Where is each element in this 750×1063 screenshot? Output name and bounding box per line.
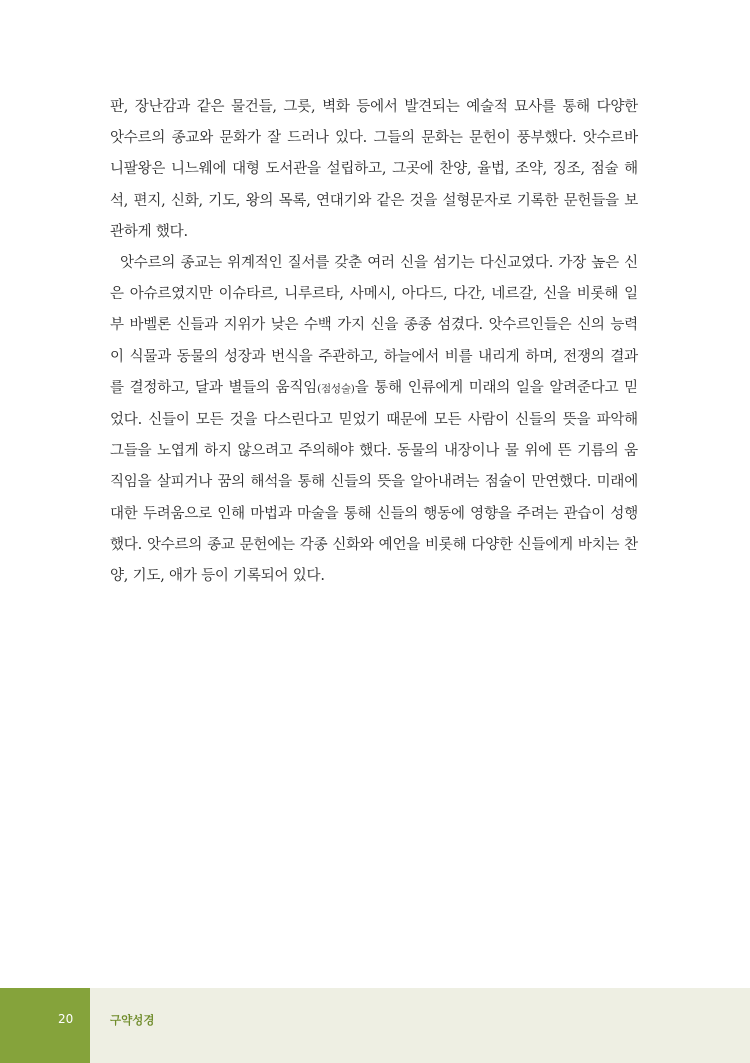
body-text [110,92,638,592]
text-line: 석, 편지, 신화, 기도, 왕의 목록, 연대기와 같은 것을 설형문자로 기록한 문헌들을 보 [110,192,638,209]
text-line [110,373,638,405]
text-line: 니팔왕은 니느웨에 대형 도서관을 설립하고, 그곳에 찬양, 율법, 조약, 징조, 점술 해 [110,161,638,178]
book-title: 구약성경 [110,1013,155,1027]
text-line: 은 아슈르였지만 이슈타르, 니루르타, 사메시, 아다드, 다간, 네르갈, 신을 비롯해 일 [110,286,638,303]
text-line: 앗수르의 종교는 위계적인 질서를 갖춘 여러 신을 섬기는 다신교였다. 가장 높은 신 [120,255,638,272]
page-number: 20 [58,1012,74,1026]
text-line: 양, 기도, 애가 등이 기록되어 있다. [110,568,325,585]
text-line: 부 바벨론 신들과 지위가 낮은 수백 가지 신을 종종 섬겼다. 앗수르인들은 신의 능력 [110,317,638,334]
text-line: 했다. 앗수르의 종교 문헌에는 각종 신화와 예언을 비롯해 다양한 신들에게 바치는 찬 [110,536,638,553]
text-line: 직임을 살피거나 꿈의 해석을 통해 신들의 뜻을 알아내려는 점술이 만연했다. 미래에 [110,474,638,491]
text-line: 판, 장난감과 같은 물건들, 그릇, 벽화 등에서 발견되는 예술적 묘사를 통해 다양한 [110,99,638,115]
text-line: 앗수르의 종교와 문화가 잘 드러나 있다. 그들의 문화는 문헌이 풍부했다. 앗수르바 [110,130,638,147]
footer-tab [0,988,90,1063]
text-line: 이 식물과 동물의 성장과 번식을 주관하고, 하늘에서 비를 내리게 하며, 전쟁의 결과 [110,348,638,365]
text-segment: 를 결정하고, 달과 별들의 움직임 [110,379,318,396]
inline-note: (점성술) [317,382,355,395]
text-segment: 을 통해 인류에게 미래의 일을 알려준다고 믿 [354,379,638,396]
text-line: 었다. 신들이 모든 것을 다스린다고 믿었기 때문에 모든 사람이 신들의 뜻을 파악해 [110,412,638,429]
text-line: 그들을 노엽게 하지 않으려고 주의해야 했다. 동물의 내장이나 물 위에 뜬 기름의 움 [110,443,638,460]
text-line: 관하게 했다. [110,223,188,240]
page-footer [0,988,750,1063]
text-line: 대한 두려움으로 인해 마법과 마술을 통해 신들의 행동에 영향을 주려는 관습이 성행 [110,505,638,522]
